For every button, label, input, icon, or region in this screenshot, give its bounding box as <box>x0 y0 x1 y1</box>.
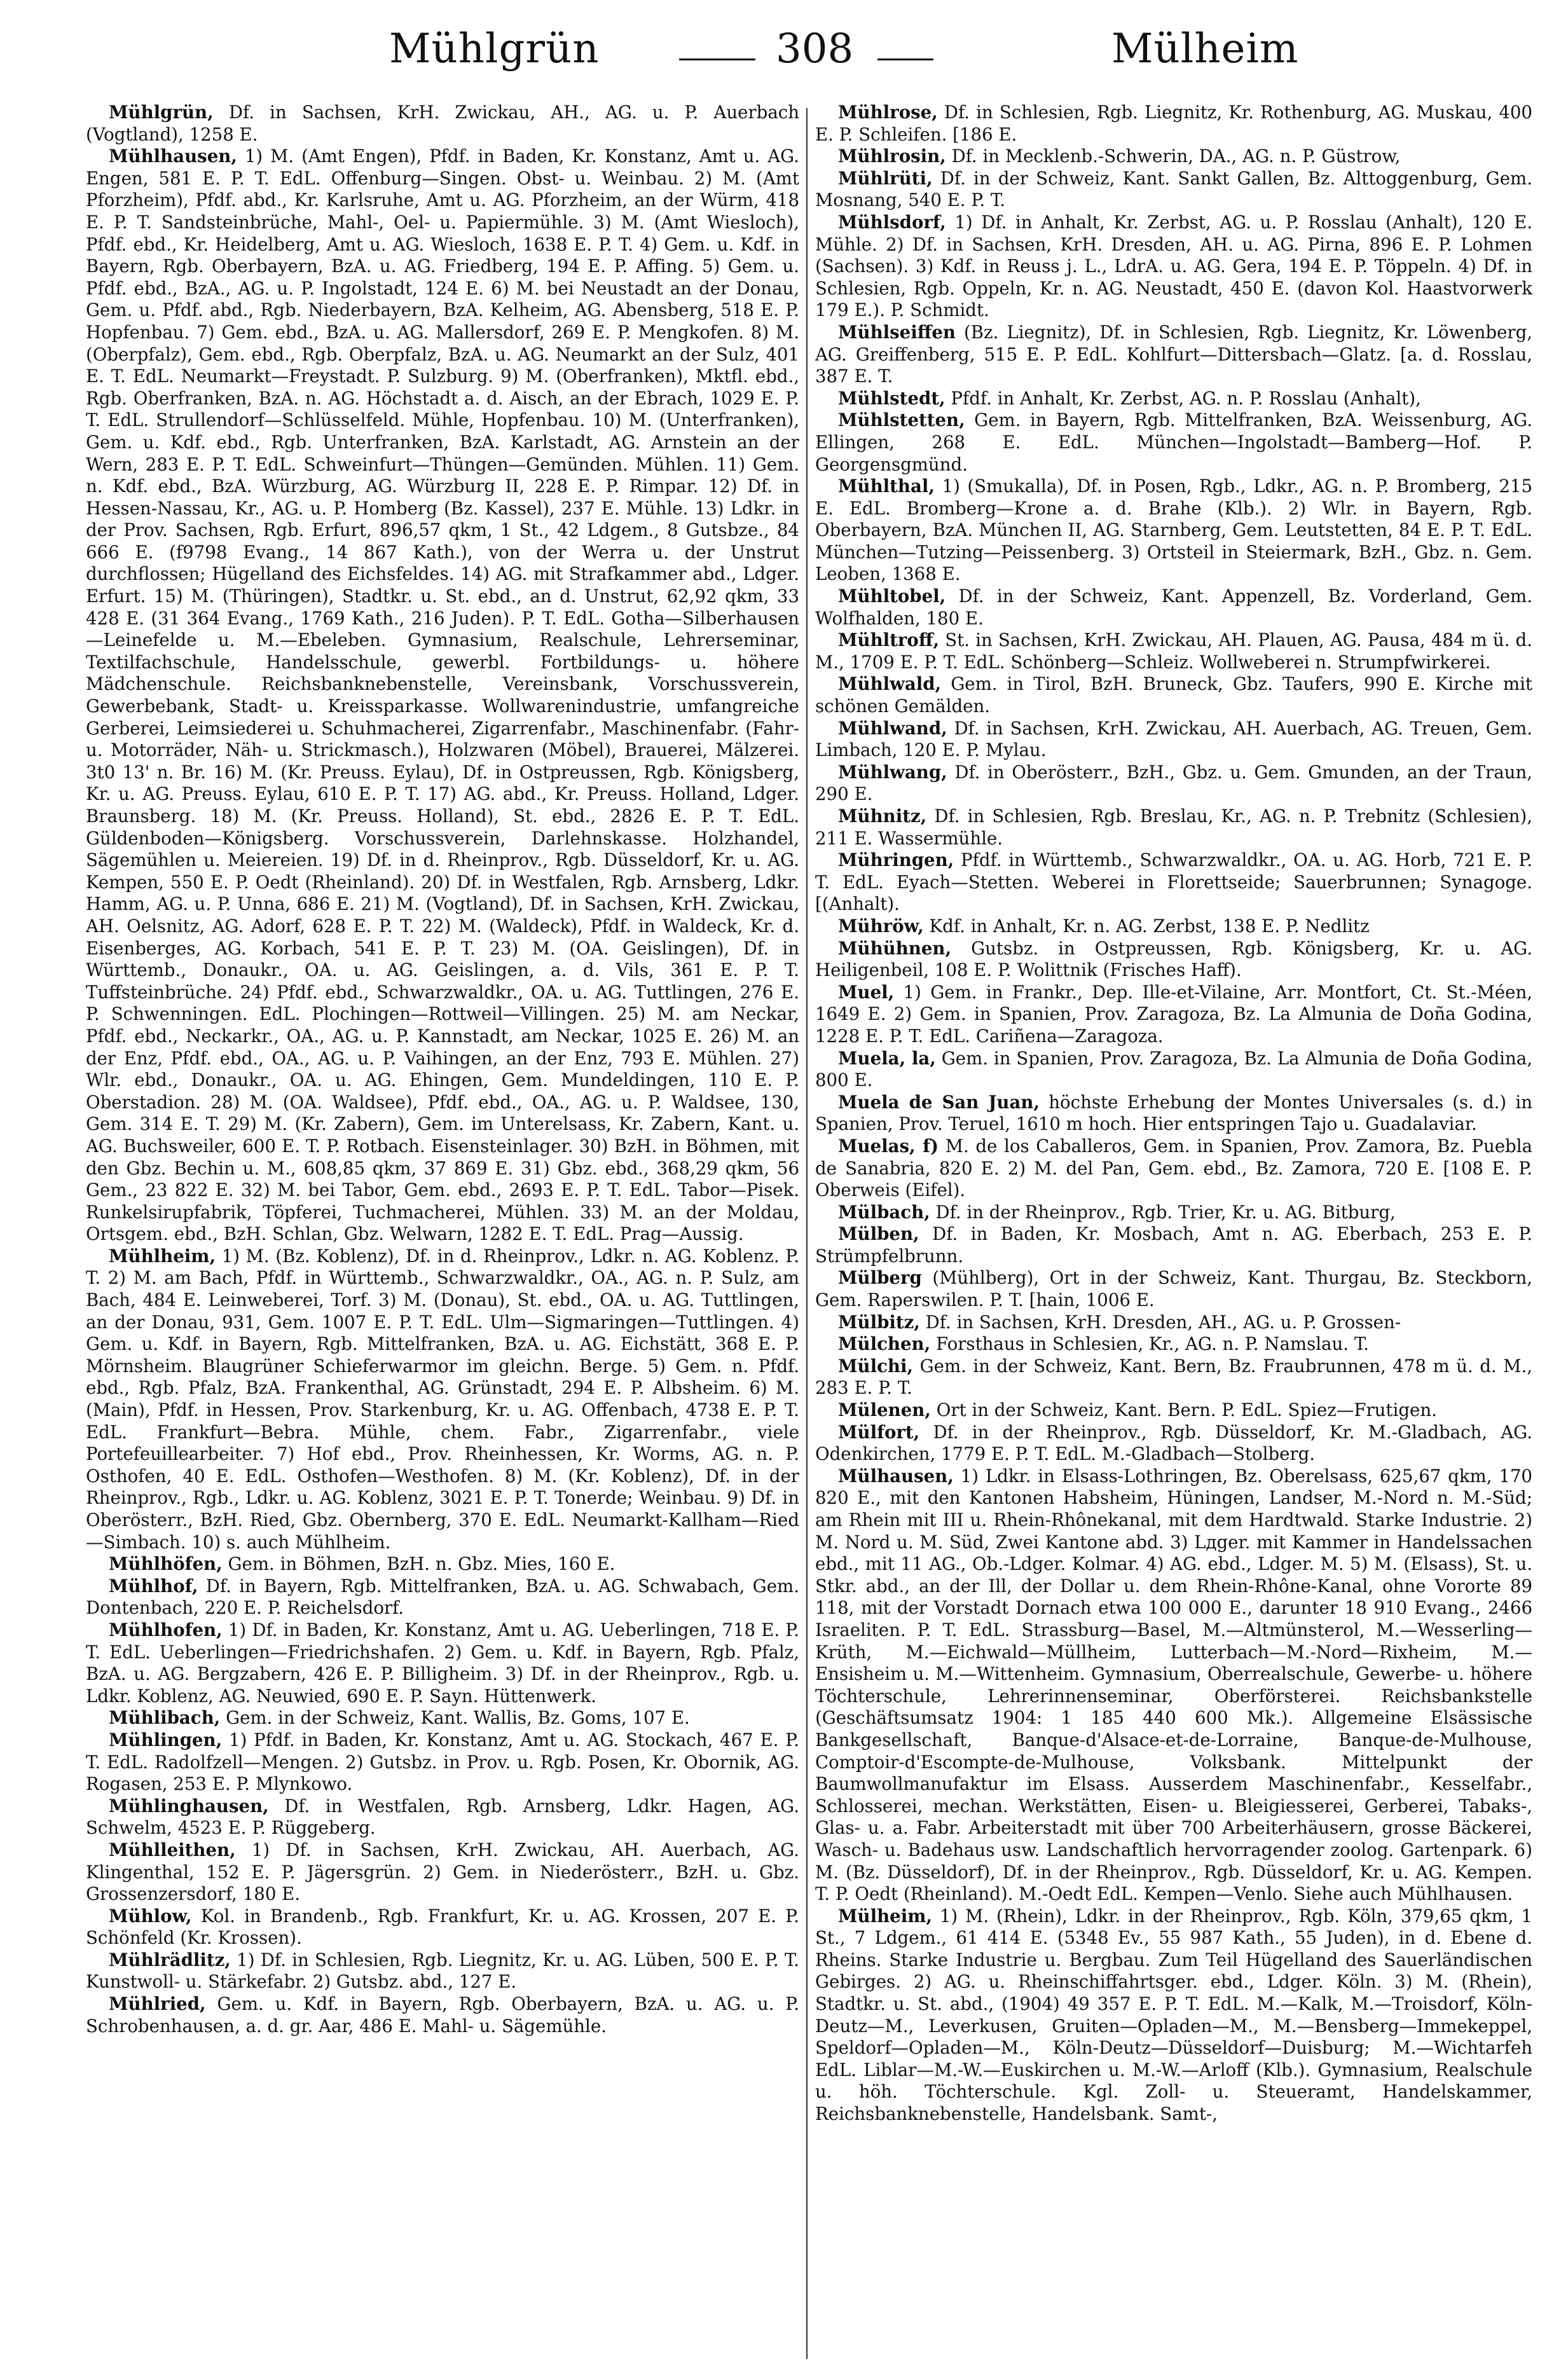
dictionary-entry <box>86 1839 799 1906</box>
entry-headword: Mühlrüti, <box>838 167 933 189</box>
entry-headword: Mühlrädlitz, <box>109 1949 231 1970</box>
dictionary-entry <box>815 476 1532 586</box>
entry-headword: Mühlrosin, <box>838 146 946 167</box>
entry-headword: Mühlinghausen, <box>109 1795 269 1817</box>
entry-headword: Mülbach, <box>838 1201 930 1223</box>
entry-text: Gem. in Spanien, Prov. Zaragoza, Bz. La Almunia de Doña Godina, 800 E. <box>815 1047 1532 1091</box>
entry-text: Ort in der Schweiz, Kant. Bern. P. EdL. Spiez—Frutigen. <box>936 1399 1437 1421</box>
dictionary-entry <box>815 806 1532 849</box>
entry-headword: Muela, la, <box>838 1047 936 1069</box>
entry-text: 1) Gem. in Frankr., Dep. Ille-et-Vilaine, Arr. Montfort, Ct. St.-Méen, 1649 E. 2) Gem. in Spanien, Prov. Zaragoza, Bz. La Almunia de Doña Godina, 1228 E. P. T. EdL. Cariñena—Zaragoza. <box>815 981 1532 1047</box>
dictionary-entry <box>815 982 1532 1048</box>
dictionary-entry <box>86 1949 799 1993</box>
dictionary-entry <box>86 102 799 146</box>
entry-headword: Mülbitz, <box>838 1311 920 1333</box>
entry-text: 1) Df. in Anhalt, Kr. Zerbst, AG. u. P. Rosslau (Anhalt), 120 E. Mühle. 2) Df. in Sachsen, KrH. Dresden, AH. u. AG. Pirna, 896 E. P. Lohmen (Sachsen). 3) Kdf. in Reuss j. L., LdrA. u. AG. Gera, 194 E. P. Töppeln. 4) Df. in Schlesien, Rgb. Oppeln, Kr. n. AG. Neustadt, 450 E. (davon Kol. Haastvorwerk 179 E.). P. Schmidt. <box>815 211 1532 321</box>
entry-headword: Mühlstedt, <box>838 387 946 409</box>
entry-text: Df. in Sachsen, KrH. Zwickau, AH. Auerbach, AG. Treuen, Gem. Limbach, 120 E. P. Mylau. <box>815 717 1532 761</box>
dictionary-entry <box>86 1246 799 1553</box>
entry-headword: Mühltroff, <box>838 629 940 651</box>
entry-headword: Mülhausen, <box>838 1465 954 1487</box>
entry-headword: Mühlleithen, <box>109 1839 236 1860</box>
entry-text: 1) Df. in Baden, Kr. Konstanz, Amt u. AG. Ueberlingen, 718 E. P. T. EdL. Ueberlingen—Friedrichshafen. 2) Gem. u. Kdf. in Bayern, Rgb. Pfalz, BzA. u. AG. Bergzabern, 426 E. P. Billigheim. 3) Df. in der Rheinprov., Rgb. u. Ldkr. Koblenz, AG. Neuwied, 690 E. P. Sayn. Hüttenwerk. <box>86 1619 799 1707</box>
entry-headword: Mühlingen, <box>109 1729 223 1750</box>
entry-text: Df. in der Schweiz, Kant. Sankt Gallen, Bz. Alttoggenburg, Gem. Mosnang, 540 E. P. T. <box>815 167 1532 211</box>
entry-text: Gem. u. Kdf. in Bayern, Rgb. Oberbayern, BzA. u. AG. u. P. Schrobenhausen, a. d. gr. Aar, 486 E. Mahl- u. Sägemühle. <box>86 1993 799 2037</box>
entry-headword: Mühlsdorf, <box>838 211 946 233</box>
entry-headword: Mülenen, <box>838 1399 931 1421</box>
dictionary-entry <box>86 1906 799 1949</box>
dictionary-entry <box>815 1136 1532 1202</box>
header-right-keyword: Mülheim <box>1111 25 1299 72</box>
dictionary-entry <box>815 629 1532 673</box>
entry-headword: Mülheim, <box>838 1905 932 1927</box>
dictionary-entry <box>815 409 1532 476</box>
entry-text: Gem. in Böhmen, BzH. n. Gbz. Mies, 160 E. <box>228 1553 616 1575</box>
entry-text: Df. in der Rheinprov., Rgb. Trier, Kr. u. AG. Bitburg, <box>935 1201 1396 1223</box>
header-left-keyword: Mühlgrün <box>389 25 600 72</box>
entry-text: Df. in Schlesien, Rgb. Breslau, Kr., AG. n. P. Trebnitz (Schlesien), 211 E. Wassermühle. <box>815 806 1532 849</box>
entry-headword: Mühnitz, <box>838 806 927 827</box>
entry-text: M. de los Caballeros, Gem. in Spanien, Prov. Zamora, Bz. Puebla de Sanabria, 820 E. 2) M. del Pan, Gem. ebd., Bz. Zamora, 720 E. [108 E. P. Oberweis (Eifel). <box>815 1135 1532 1201</box>
entry-text: Df. in Baden, Kr. Mosbach, Amt n. AG. Eberbach, 253 E. P. Strümpfelbrunn. <box>815 1223 1532 1267</box>
dictionary-entry <box>815 146 1532 168</box>
dictionary-entry <box>815 388 1532 410</box>
dictionary-entry <box>86 1729 799 1796</box>
page-header <box>0 25 1568 83</box>
entry-headword: Mühlhof, <box>109 1575 198 1597</box>
entry-headword: Mülchen, <box>838 1333 931 1355</box>
entry-headword: Muelas, f) <box>838 1135 939 1157</box>
entry-headword: Mühlwand, <box>838 717 947 739</box>
dictionary-entry <box>815 762 1532 806</box>
column-divider <box>806 108 808 2359</box>
right-column <box>815 102 1532 2353</box>
dictionary-entry <box>86 1993 799 2037</box>
entry-headword: Mühröw, <box>838 915 924 937</box>
dictionary-entry <box>815 673 1532 717</box>
left-column <box>86 102 799 2353</box>
dictionary-entry <box>815 168 1532 212</box>
entry-headword: Mühlwang, <box>838 761 947 783</box>
entry-headword: Mühlow, <box>109 1905 192 1927</box>
entry-text: St. in Sachsen, KrH. Zwickau, AH. Plauen, AG. Pausa, 484 m ü. d. M., 1709 E. P. T. EdL. Schönberg—Schleiz. Wollweberei n. Strumpfwirkerei. <box>815 629 1532 673</box>
entry-text: 1) Df. in Schlesien, Rgb. Liegnitz, Kr. u. AG. Lüben, 500 E. P. T. Kunstwoll- u. Stärkefabr. 2) Gutsbz. abd., 127 E. <box>86 1949 799 1993</box>
entry-text: (Mühlberg), Ort in der Schweiz, Kant. Thurgau, Bz. Steckborn, Gem. Raperswilen. P. T. [hain, 1006 E. <box>815 1267 1532 1311</box>
entry-text: Df. in Bayern, Rgb. Mittelfranken, BzA. u. AG. Schwabach, Gem. Dontenbach, 220 E. P. Reichelsdorf. <box>86 1575 799 1619</box>
entry-headword: Mühltobel, <box>838 586 946 607</box>
dictionary-entry <box>86 1553 799 1576</box>
entry-headword: Mühlgrün, <box>109 102 214 123</box>
dictionary-entry <box>815 102 1532 146</box>
dictionary-entry <box>815 718 1532 762</box>
entry-text: Df. in Sachsen, KrH. Zwickau, AH., AG. u. P. Auerbach (Vogtland), 1258 E. <box>86 102 799 145</box>
dictionary-entry <box>815 849 1532 916</box>
dictionary-entry <box>815 938 1532 982</box>
dictionary-entry <box>815 1422 1532 1466</box>
dictionary-entry <box>815 586 1532 629</box>
entry-headword: Mülben, <box>838 1223 919 1245</box>
entry-text: Df. in der Rheinprov., Rgb. Düsseldorf, Kr. M.-Gladbach, AG. Odenkirchen, 1779 E. P. T. EdL. M.-Gladbach—Stolberg. <box>815 1421 1532 1465</box>
entry-text: Gem. in Bayern, Rgb. Mittelfranken, BzA. Weissenburg, AG. Ellingen, 268 E. EdL. München—Ingolstadt—Bamberg—Hof. P. Georgensgmünd. <box>815 409 1532 475</box>
entry-headword: Mühlseiffen <box>838 321 956 343</box>
page-number: 308 <box>776 25 854 72</box>
entry-headword: Mühlstetten, <box>838 409 965 431</box>
dictionary-entry <box>815 1466 1532 1906</box>
entry-text: Kol. in Brandenb., Rgb. Frankfurt, Kr. u. AG. Krossen, 207 E. P. Schönfeld (Kr. Krossen). <box>86 1905 799 1949</box>
dictionary-entry <box>815 1312 1532 1334</box>
dictionary-entry <box>815 1048 1532 1092</box>
entry-headword: Mühühnen, <box>838 937 952 959</box>
entry-headword: Mühlried, <box>109 1993 206 2015</box>
dictionary-entry <box>815 1333 1532 1356</box>
entry-headword: Mülchi, <box>838 1355 914 1377</box>
entry-headword: Mühringen, <box>838 849 954 871</box>
entry-text: Df. in der Schweiz, Kant. Appenzell, Bz. Vorderland, Gem. Wolfhalden, 180 E. <box>815 586 1532 629</box>
entry-text: Df. in Mecklenb.-Schwerin, DA., AG. n. P. Güstrow, <box>951 146 1401 167</box>
entry-text: Forsthaus in Schlesien, Kr., AG. n. P. Namslau. T. <box>935 1333 1369 1355</box>
entry-headword: Mühlhöfen, <box>109 1553 223 1575</box>
dictionary-entry <box>815 322 1532 388</box>
entry-text: 1) Df. in Sachsen, KrH. Zwickau, AH. Auerbach, AG. Klingenthal, 152 E. P. Jägersgrün. 2) Gem. in Niederösterr., BzH. u. Gbz. Grossenzersdorf, 180 E. <box>86 1839 799 1905</box>
entry-text: Kdf. in Anhalt, Kr. n. AG. Zerbst, 138 E. P. Nedlitz <box>929 915 1370 937</box>
entry-text: Df. in Westfalen, Rgb. Arnsberg, Ldkr. Hagen, AG. Schwelm, 4523 E. P. Rüggeberg. <box>86 1795 799 1839</box>
dictionary-entry <box>815 1202 1532 1224</box>
entry-text: Pfdf. in Anhalt, Kr. Zerbst, AG. n. P. Rosslau (Anhalt), <box>951 387 1421 409</box>
header-dash-right <box>877 58 933 60</box>
entry-text: höchste Erhebung der Montes Universales (s. d.) in Spanien, Prov. Teruel, 1610 m hoch. Hier entspringen Tajo u. Guadalaviar. <box>815 1091 1532 1135</box>
entry-text: Df. in Oberösterr., BzH., Gbz. u. Gem. Gmunden, an der Traun, 290 E. <box>815 761 1532 805</box>
entry-headword: Mühlthal, <box>838 476 935 497</box>
entry-headword: Mühlhausen, <box>109 146 237 167</box>
dictionary-entry <box>815 1906 1532 2126</box>
entry-headword: Mühlheim, <box>109 1245 216 1267</box>
entry-text: 1) M. (Bz. Koblenz), Df. in d. Rheinprov., Ldkr. n. AG. Koblenz. P. T. 2) M. am Bach, Pfdf. in Württemb., Schwarzwaldkr., OA., AG. n. P. Sulz, am Bach, 484 E. Leinweberei, Torf. 3) M. (Donau), St. ebd., OA. u. AG. Tuttlingen, an der Donau, 931, Gem. 1007 E. P. T. EdL. Ulm—Sigmaringen—Tuttlingen. 4) Gem. u. Kdf. in Bayern, Rgb. Mittelfranken, BzA. u. AG. Eichstätt, 368 E. P. Mörnsheim. Blaugrüner Schieferwarmor im gleichn. Berge. 5) Gem. n. Pfdf. ebd., Rgb. Pfalz, BzA. Frankenthal, AG. Grünstadt, 294 E. P. Albsheim. 6) M. (Main), Pfdf. in Hessen, Prov. Starkenburg, Kr. u. AG. Offenbach, 4738 E. P. T. EdL. Frankfurt—Bebra. Mühle, chem. Fabr., Zigarrenfabr., viele Portefeuillearbeiter. 7) Hof ebd., Prov. Rheinhessen, Kr. Worms, AG. n. P. Osthofen, 40 E. EdL. Osthofen—Westhofen. 8) M. (Kr. Koblenz), Df. in der Rheinprov., Rgb., Ldkr. u. AG. Koblenz, 3021 E. P. T. Tonerde; Weinbau. 9) Df. in Oberösterr., BzH. Ried, Gbz. Obernberg, 370 E. EdL. Neumarkt-Kallham—Ried—Simbach. 10) s. auch Mühlheim. <box>86 1245 799 1553</box>
entry-text: 1) (Smukalla), Df. in Posen, Rgb., Ldkr., AG. n. P. Bromberg, 215 E. EdL. Bromberg—Krone a. d. Brahe (Klb.). 2) Wlr. in Bayern, Rgb. Oberbayern, BzA. München II, AG. Starnberg, Gem. Leutstetten, 84 E. P. T. EdL. München—Tutzing—Peissenberg. 3) Ortsteil in Steiermark, BzH., Gbz. n. Gem. Leoben, 1368 E. <box>815 476 1532 585</box>
entry-text: 1) M. (Rhein), Ldkr. in der Rheinprov., Rgb. Köln, 379,65 qkm, 1 St., 7 Ldgem., 61 414 E. (5348 Ev., 55 987 Kath., 55 Juden), in d. Ebene d. Rheins. Starke Industrie u. Bergbau. Zum Teil Hügelland des Sauerländischen Gebirges. 2) AG. u. Rheinschiffahrtsger. ebd., Ldger. Köln. 3) M. (Rhein), Stadtkr. u. St. abd., (1904) 49 357 E. P. T. EdL. M.—Kalk, M.—Troisdorf, Köln-Deutz—M., Leverkusen, Gruiten—Opladen—M., M.—Bensberg—Immekeppel, Speldorf—Opladen—M., Köln-Deutz—Düsseldorf—Duisburg; M.—Wichtarfeh EdL. Liblar—M.-W.—Euskirchen u. M.-W.—Arloff (Klb.). Gymnasium, Realschule u. höh. Töchterschule. Kgl. Zoll- u. Steueramt, Handelskammer, Reichsbanknebenstelle, Handelsbank. Samt-, <box>815 1905 1532 2125</box>
entry-headword: Mülfort, <box>838 1421 920 1443</box>
dictionary-entry <box>815 916 1532 938</box>
dictionary-entry <box>86 1796 799 1839</box>
entry-text: 1) Pfdf. in Baden, Kr. Konstanz, Amt u. AG. Stockach, 467 E. P. T. EdL. Radolfzell—Mengen. 2) Gutsbz. in Prov. u. Rgb. Posen, Kr. Obornik, AG. Rogasen, 253 E. P. Mlynkowo. <box>86 1729 799 1795</box>
dictionary-entry <box>815 1399 1532 1422</box>
dictionary-entry <box>86 1619 799 1707</box>
entry-text: Df. in Sachsen, KrH. Dresden, AH., AG. u. P. Grossen- <box>925 1311 1401 1333</box>
entry-text: (Bz. Liegnitz), Df. in Schlesien, Rgb. Liegnitz, Kr. Löwenberg, AG. Greiffenberg, 515 E. P. EdL. Kohlfurt—Dittersbach—Glatz. [a. d. Rosslau, 387 E. T. <box>815 321 1532 387</box>
dictionary-entry <box>86 1707 799 1729</box>
entry-text: Gem. in der Schweiz, Kant. Wallis, Bz. Goms, 107 E. <box>226 1707 690 1729</box>
dictionary-entry <box>815 1223 1532 1267</box>
entry-headword: Muel, <box>838 981 895 1003</box>
entry-headword: Mühlhofen, <box>109 1619 223 1640</box>
entry-headword: Muela de San Juan, <box>838 1091 1040 1113</box>
entry-text: Df. in Schlesien, Rgb. Liegnitz, Kr. Rothenburg, AG. Muskau, 400 E. P. Schleifen. [186 E. <box>815 102 1532 145</box>
entry-text: Pfdf. in Württemb., Schwarzwaldkr., OA. u. AG. Horb, 721 E. P. T. EdL. Eyach—Stetten. Weberei in Florettseide; Sauerbrunnen; Synagoge. [(Anhalt). <box>815 849 1532 915</box>
dictionary-entry <box>86 1576 799 1619</box>
entry-text: Gutsbz. in Ostpreussen, Rgb. Königsberg, Kr. u. AG. Heiligenbeil, 108 E. P. Wolittnik (Frisches Haff). <box>815 937 1532 981</box>
entry-text: Gem. in Tirol, BzH. Bruneck, Gbz. Taufers, 990 E. Kirche mit schönen Gemälden. <box>815 673 1532 717</box>
entry-headword: Mühlibach, <box>109 1707 221 1729</box>
dictionary-entry <box>815 212 1532 322</box>
entry-text: 1) M. (Amt Engen), Pfdf. in Baden, Kr. Konstanz, Amt u. AG. Engen, 581 E. P. T. EdL. Offenburg—Singen. Obst- u. Weinbau. 2) M. (Amt Pforzheim), Pfdf. abd., Kr. Karlsruhe, Amt u. AG. Pforzheim, an der Würm, 418 E. P. T. Sandsteinbrüche, Mahl-, Oel- u. Papiermühle. 3) M. (Amt Wiesloch), Pfdf. ebd., Kr. Heidelberg, Amt u. AG. Wiesloch, 1638 E. P. T. 4) Gem. u. Kdf. in Bayern, Rgb. Oberbayern, BzA. u. AG. Friedberg, 194 E. P. Affing. 5) Gem. u. Pfdf. ebd., BzA., AG. u. P. Ingolstadt, 124 E. 6) M. bei Neustadt an der Donau, Gem. u. Pfdf. abd., Rgb. Niederbayern, BzA. Kelheim, AG. Abensberg, 518 E. P. Hopfenbau. 7) Gem. ebd., BzA. u. AG. Mallersdorf, 269 E. P. Mengkofen. 8) M. (Oberpfalz), Gem. ebd., Rgb. Oberpfalz, BzA. u. AG. Neumarkt an der Sulz, 401 E. T. EdL. Neumarkt—Freystadt. P. Sulzburg. 9) M. (Oberfranken), Mktfl. ebd., Rgb. Oberfranken, BzA. n. AG. Höchstadt a. d. Aisch, an der Ebrach, 1029 E. P. T. EdL. Strullendorf—Schlüsselfeld. Mühle, Hopfenbau. 10) M. (Unterfranken), Gem. u. Kdf. ebd., Rgb. Unterfranken, BzA. Karlstadt, AG. Arnstein an der Wern, 283 E. P. T. EdL. Schweinfurt—Thüngen—Gemünden. Mühlen. 11) Gem. n. Kdf. ebd., BzA. Würzburg, AG. Würzburg II, 228 E. P. Rimpar. 12) Df. in Hessen-Nassau, Kr., AG. u. P. Homberg (Bz. Kassel), 237 E. Mühle. 13) Ldkr. in der Prov. Sachsen, Rgb. Erfurt, 896,57 qkm, 1 St., 42 Ldgem., 8 Gutsbze., 84 666 E. (f9798 Evang., 14 867 Kath.), von der Werra u. der Unstrut durchflossen; Hügelland des Eichsfeldes. 14) AG. mit Strafkammer abd., Ldger. Erfurt. 15) M. (Thüringen), Stadtkr. u. St. ebd., an d. Unstrut, 62,92 qkm, 33 428 E. (31 364 Evang., 1769 Kath., 216 Juden). P. T. EdL. Gotha—Silberhausen—Leinefelde u. M.—Ebeleben. Gymnasium, Realschule, Lehrerseminar, Textilfachschule, Handelsschule, gewerbl. Fortbildungs- u. höhere Mädchenschule. Reichsbanknebenstelle, Vereinsbank, Vorschussverein, Gewerbebank, Stadt- u. Kreissparkasse. Wollwarenindustrie, umfangreiche Gerberei, Leimsiederei u. Schuhmacherei, Zigarrenfabr., Maschinenfabr. (Fahr- u. Motorräder, Näh- u. Strickmasch.), Holzwaren (Möbel), Brauerei, Mälzerei. 3t0 13' n. Br. 16) M. (Kr. Preuss. Eylau), Df. in Ostpreussen, Rgb. Königsberg, Kr. u. AG. Preuss. Eylau, 610 E. P. T. 17) AG. abd., Kr. Preuss. Holland, Ldger. Braunsberg. 18) M. (Kr. Preuss. Holland), St. ebd., 2826 E. P. T. EdL. Güldenboden—Königsberg. Vorschussverein, Darlehnskasse. Holzhandel, Sägemühlen u. Meiereien. 19) Df. in d. Rheinprov., Rgb. Düsseldorf, Kr. u. AG. Kempen, 550 E. P. Oedt (Rheinland). 20) Df. in Westfalen, Rgb. Arnsberg, Ldkr. Hamm, AG. u. P. Unna, 686 E. 21) M. (Vogtland), Df. in Sachsen, KrH. Zwickau, AH. Oelsnitz, AG. Adorf, 628 E. P. T. 22) M. (Waldeck), Pfdf. in Waldeck, Kr. d. Eisenberges, AG. Korbach, 541 E. P. T. 23) M. (OA. Geislingen), Df. in Württemb., Donaukr., OA. u. AG. Geislingen, a. d. Vils, 361 E. P. T. Tuffsteinbrüche. 24) Pfdf. ebd., Schwarzwaldkr., OA. u. AG. Tuttlingen, 276 E. P. Schwenningen. EdL. Plochingen—Rottweil—Villingen. 25) M. am Neckar, Pfdf. ebd., Neckarkr., OA., AG. u. P. Kannstadt, am Neckar, 1025 E. 26) M. an der Enz, Pfdf. ebd., OA., AG. u. P. Vaihingen, an der Enz, 793 E. Mühlen. 27) Wlr. ebd., Donaukr., OA. u. AG. Ehingen, Gem. Mundeldingen, 110 E. P. Oberstadion. 28) M. (OA. Waldsee), Pfdf. ebd., OA., AG. u. P. Waldsee, 130, Gem. 314 E. T. 29) M. (Kr. Zabern), Gem. im Unterelsass, Kr. Zabern, Kant. u. AG. Buchsweiler, 600 E. T. P. Rotbach. Eisensteinlager. 30) BzH. in Böhmen, mit den Gbz. Bechin u. M., 608,85 qkm, 37 869 E. 31) Gbz. ebd., 368,29 qkm, 56 Gem., 23 822 E. 32) M. bei Tabor, Gem. ebd., 2693 E. P. T. EdL. Tabor—Pisek. Runkelsirupfabrik, Töpferei, Tuchmacherei, Mühlen. 33) M. an der Moldau, Ortsgem. ebd., BzH. Schlan, Gbz. Welwarn, 1282 E. T. EdL. Prag—Aussig. <box>86 146 799 1245</box>
entry-headword: Mühlwald, <box>838 673 942 695</box>
dictionary-entry <box>815 1092 1532 1136</box>
entry-headword: Mülberg <box>838 1267 922 1289</box>
dictionary-entry <box>815 1356 1532 1399</box>
header-dash-left <box>679 58 755 60</box>
entry-headword: Mühlrose, <box>838 102 938 123</box>
entry-text: 1) Ldkr. in Elsass-Lothringen, Bz. Oberelsass, 625,67 qkm, 170 820 E., mit den Kantonen Habsheim, Hüningen, Landser, M.-Nord n. M.-Süd; am Rhein mit III u. Rhein-Rhônekanal, mit dem Hardtwald. Starke Industrie. 2) M. Nord u. M. Süd, Zwei Kantone abd. 3) Lдger. mit Kammer in Handelssachen ebd., mit 11 AG., Ob.-Ldger. Kolmar. 4) AG. ebd., Ldger. M. 5) M. (Elsass), St. u. Stkr. abd., an der Ill, der Dollar u. dem Rhein-Rhône-Kanal, ohne Vororte 89 118, mit der Vorstadt Dornach etwa 100 000 E., darunter 18 910 Evang., 2466 Israeliten. P. T. EdL. Strassburg—Basel, M.—Altmünsterol, M.—Wesserling—Krüth, M.—Eichwald—Müllheim, Lutterbach—M.-Nord—Rixheim, M.—Ensisheim u. M.—Wittenheim. Gymnasium, Oberrealschule, Gewerbe- u. höhere Töchterschule, Lehrerinnenseminar, Oberförsterei. Reichsbankstelle (Geschäftsumsatz 1904: 1 185 440 600 Mk.). Allgemeine Elsässische Bankgesellschaft, Banque-d'Alsace-et-de-Lorraine, Banque-de-Mulhouse, Comptoir-d'Escompte-de-Mulhouse, Volksbank. Mittelpunkt der Baumwollmanufaktur im Elsass. Ausserdem Maschinenfabr., Kesselfabr., Schlosserei, mechan. Werkstätten, Eisen- u. Bleigiesserei, Gerberei, Tabaks-, Glas- u. a. Fabr. Arbeiterstadt mit über 700 Arbeiterhäusern, grosse Bäckerei, Wasch- u. Badehaus usw. Landschaftlich hervorragender zoolog. Gartenpark. 6) M. (Bz. Düsseldorf), Df. in der Rheinprov., Rgb. Düsseldorf, Kr. u. AG. Kempen. T. P. Oedt (Rheinland). M.-Oedt EdL. Kempen—Venlo. Siehe auch Mühlhausen. <box>815 1465 1532 1905</box>
dictionary-entry <box>86 146 799 1246</box>
entry-text: Gem. in der Schweiz, Kant. Bern, Bz. Fraubrunnen, 478 m ü. d. M., 283 E. P. T. <box>815 1355 1532 1399</box>
dictionary-entry <box>815 1267 1532 1311</box>
